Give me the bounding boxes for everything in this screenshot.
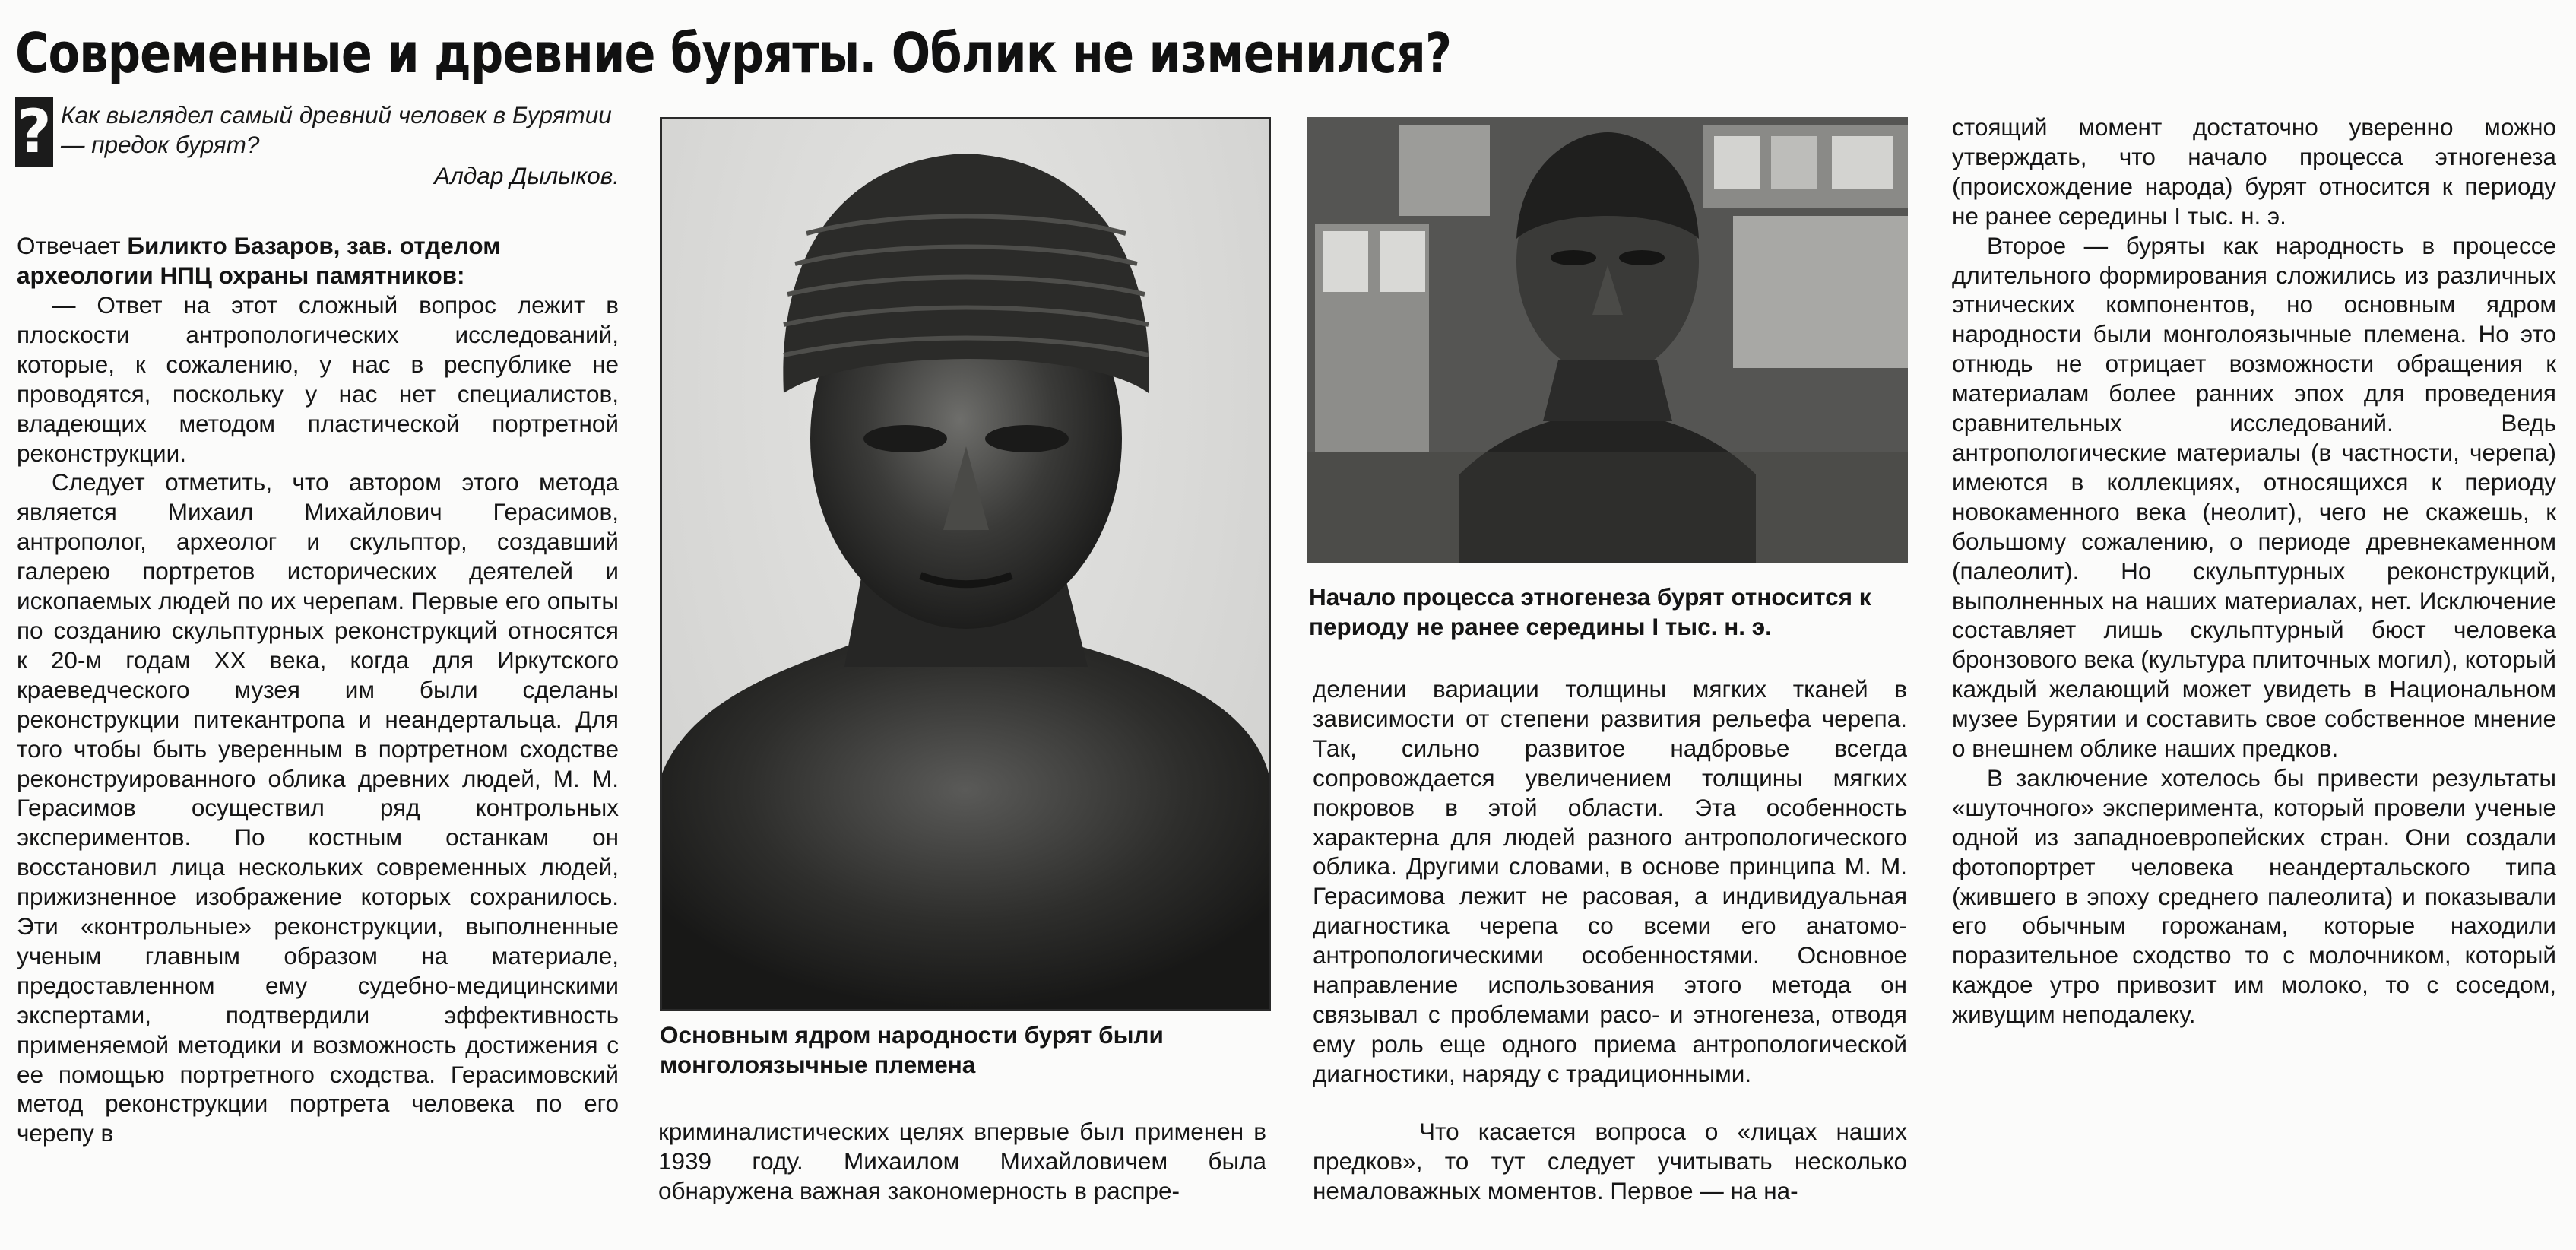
photo-caption-2: Начало процесса этногенеза бурят относится к периоду не ранее середины I тыс. н. э. xyxy=(1309,583,1871,640)
column-2-bottom xyxy=(658,1117,1266,1206)
column-1 xyxy=(17,290,619,1148)
paragraph: криминалистических целях впервые был применен в 1939 году. Михаилом Михайловичем была обнаружена важная закономерность в распре- xyxy=(658,1118,1266,1204)
question-author: Алдар Дылыков. xyxy=(434,162,619,189)
column-3-bottom xyxy=(1313,1117,1907,1206)
column-4 xyxy=(1952,113,2556,1030)
bust-illustration xyxy=(662,119,1269,1009)
bust-photo-large xyxy=(660,117,1271,1011)
paragraph: Что касается вопроса о «лицах наших предков», то тут следует учитывать несколько немаловажных моментов. Первое — на на- xyxy=(1313,1118,1907,1204)
museum-illustration xyxy=(1307,117,1908,563)
paragraph: В заключение хотелось бы привести результаты «шуточного» эксперимента, который провели ученые одной из западноевропейских стран. Они создали фотопортрет человека неандертальского типа (жившего в эпоху среднего палеолита) и показывали его обычным горожанам, которые находили поразительное сходство то с молочником, который каждое утро привозит им молоко, то с соседом, живущим неподалеку. xyxy=(1952,763,2556,1029)
article-headline: Современные и древние буряты. Облик не изменился? xyxy=(15,21,1452,85)
expert-name: Биликто Базаров, зав. отделом археологии НПЦ охраны памятников: xyxy=(17,232,501,289)
answer-intro xyxy=(17,231,619,290)
paragraph: Второе — буряты как народность в процессе длительного формирования сложились из различных этнических компонентов, но основным ядром народности были монголоязычные племена. Но это отнюдь не отрицает возможности обращения к материалам более ранних эпох для проведения сравнительных исследований. Ведь антропологические материалы (в частности, черепа) имеются в коллекциях, относящихся к периоду новокаменного века (неолит), чего не скажешь, к большому сожалению, о периоде древнекаменном (палеолит). Но скульптурных реконструкций, выполненных на наших материалах, нет. Исключение составляет лишь скульптурный бюст человека бронзового века (культура плиточных могил), который каждый желающий может увидеть в Национальном музее Бурятии и составить свое собственное мнение о внешнем облике наших предков. xyxy=(1952,231,2556,763)
paragraph: стоящий момент достаточно уверенно можно утверждать, что начало процесса этногенеза (происхождение народа) бурят относится к периоду не ранее середины I тыс. н. э. xyxy=(1952,113,2556,230)
question-mark-icon: ? xyxy=(15,97,53,167)
paragraph: — Ответ на этот сложный вопрос лежит в плоскости антропологических исследований, которые, к сожалению, у нас в республике не проводятся, поскольку у нас нет специалистов, владеющих методом пластической портретной реконструкции. xyxy=(17,291,619,467)
photo-caption-1: Основным ядром народности бурят были монголоязычные племена xyxy=(660,1021,1164,1078)
paragraph: Следует отметить, что автором этого метода является Михаил Михайлович Герасимов, антрополог, археолог и скульптор, создавший галерею портретов исторических деятелей и ископаемых людей по их черепам. Первые его опыты по созданию скульптурных реконструкций относятся к 20-м годам XX века, когда для Иркутского краеведческого музея им были сделаны реконструкции питекантропа и неандертальца. Для того чтобы быть уверенным в портретном сходстве реконструированного облика древних людей, М. М. Герасимов осуществил ряд контрольных экспериментов. По костным останкам он восстановил лица нескольких современных людей, прижизненное изображение которых сохранилось. Эти «контрольные» реконструкции, выполненные ученым главным образом на материале, предоставленном ему судебно-медицинскими экспертами, подтвердили эффективность применяемой методики и возможность достижения с ее помощью портретного сходства. Герасимовский метод реконструкции портрета человека по его черепу в xyxy=(17,468,619,1147)
bust-photo-museum xyxy=(1307,117,1908,563)
intro-lead: Отвечает xyxy=(17,232,128,259)
reader-question: Как выглядел самый древний человек в Бурятии — предок бурят? xyxy=(61,101,612,158)
column-3 xyxy=(1313,674,1907,1089)
paragraph: делении вариации толщины мягких тканей в зависимости от степени развития рельефа черепа. Так, сильно развитое надбровье всегда сопровождается увеличением толщины мягких покровов в этой области. Эта особенность характерна для людей разного антропологического облика. Другими словами, в основе принципа М. М. Герасимова лежит не расовая, а индивидуальная диагностика черепа со всеми его анатомо-антропологическими особенностями. Основное направление использования этого метода он связывал с проблемами расо- и этногенеза, отводя ему роль еще одного приема антропологической диагностики, наряду с традиционными. xyxy=(1313,675,1907,1087)
